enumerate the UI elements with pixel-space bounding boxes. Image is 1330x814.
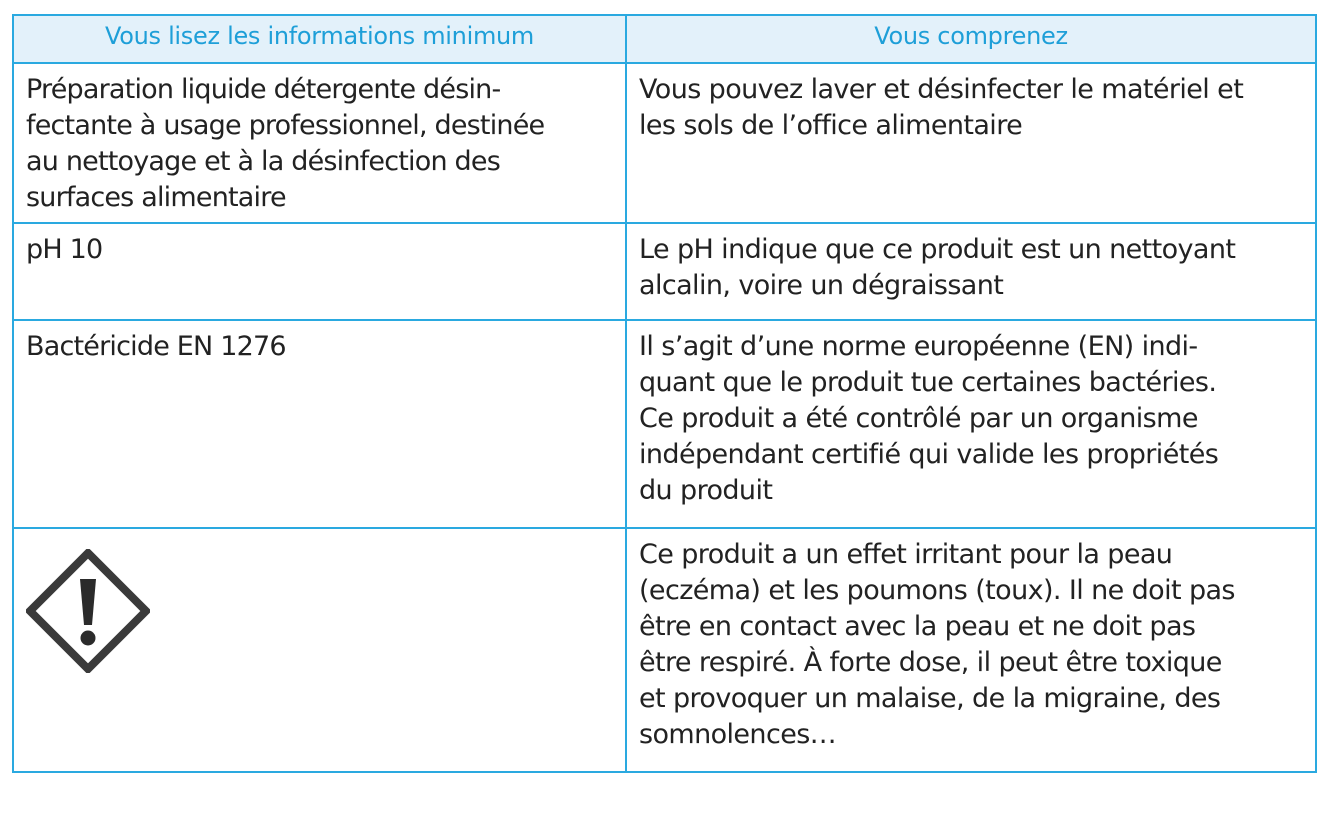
cell-text: Bactéricide EN 1276 xyxy=(26,331,286,362)
cell-text: Il s’agit d’une norme européenne (EN) indi- quant que le produit tue certaines bactéries. Ce produit a été contrôlé par un organisme indépendant certifié qui valide les propriétés du produit xyxy=(639,331,1219,506)
cell-explanation xyxy=(626,528,1316,772)
cell-information xyxy=(13,528,626,772)
info-table xyxy=(12,14,1317,773)
cell-explanation xyxy=(626,223,1316,320)
header-informations: Vous lisez les informations minimum xyxy=(13,15,626,63)
cell-information xyxy=(13,223,626,320)
table-row xyxy=(13,320,1316,528)
cell-text: Préparation liquide détergente désin- fectante à usage professionnel, destinée au nettoyage et à la désinfection des surfaces alimentaire xyxy=(26,74,545,213)
table-row xyxy=(13,528,1316,772)
cell-information xyxy=(13,63,626,223)
cell-explanation xyxy=(626,63,1316,223)
table-row xyxy=(13,223,1316,320)
table-row xyxy=(13,63,1316,223)
exclamation-hazard-diamond-icon xyxy=(26,549,150,673)
cell-text: Ce produit a un effet irritant pour la peau (eczéma) et les poumons (toux). Il ne doit pas être en contact avec la peau et ne doit pas être respiré. À forte dose, il peut être toxique et provoquer un malaise, de la migraine, des somnolences… xyxy=(639,539,1235,750)
header-comprehension: Vous comprenez xyxy=(626,15,1316,63)
cell-explanation xyxy=(626,320,1316,528)
cell-information xyxy=(13,320,626,528)
table-header-row xyxy=(13,15,1316,63)
cell-text: Vous pouvez laver et désinfecter le matériel et les sols de l’office alimentaire xyxy=(639,74,1244,141)
cell-text: Le pH indique que ce produit est un nettoyant alcalin, voire un dégraissant xyxy=(639,234,1236,301)
cell-text: pH 10 xyxy=(26,234,103,265)
